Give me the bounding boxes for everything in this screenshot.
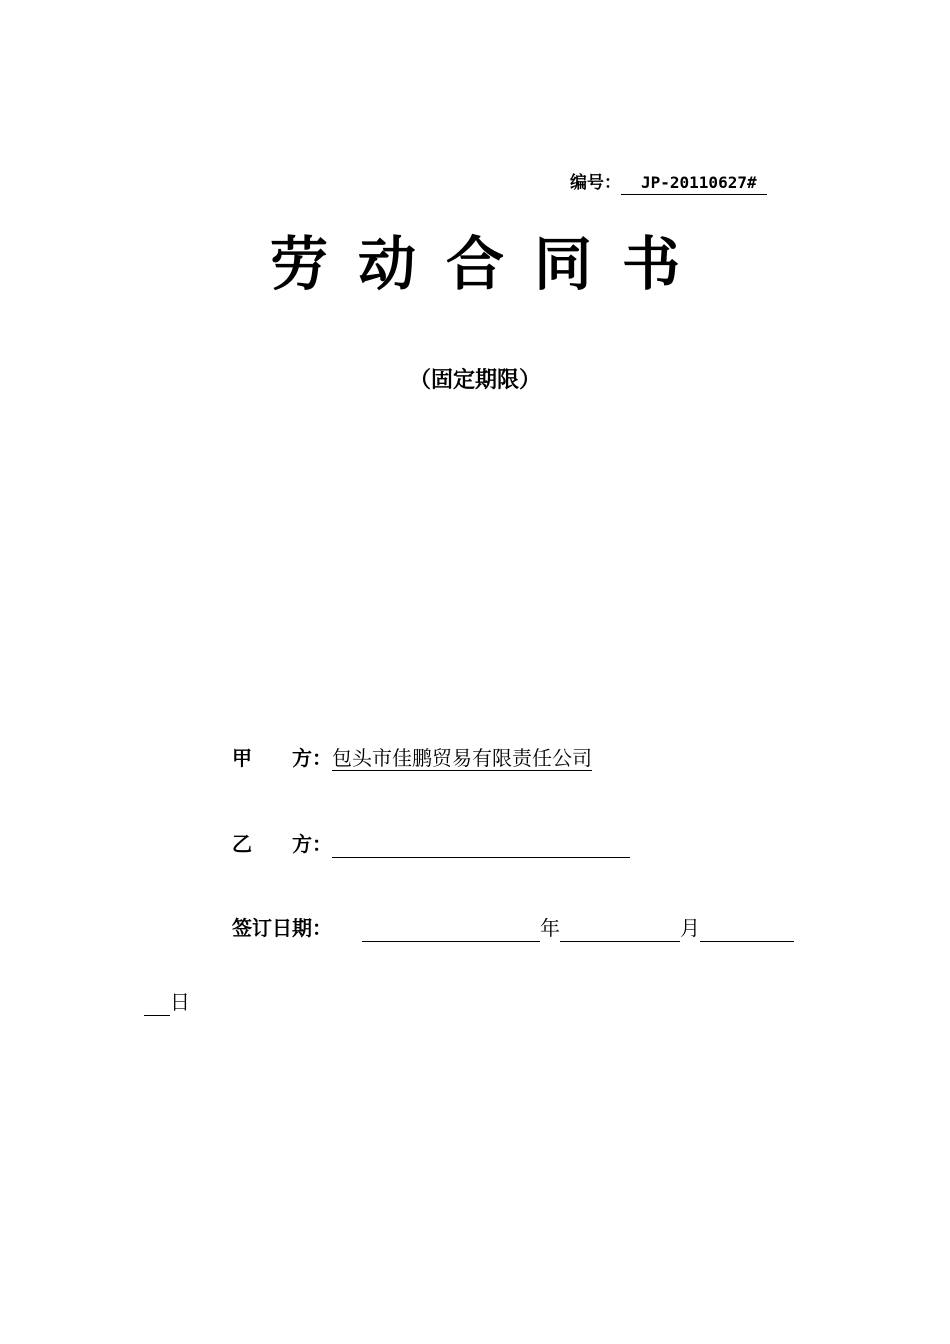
day-unit: 日 [170, 990, 190, 1014]
month-blank[interactable] [560, 921, 680, 942]
day-blank-part1[interactable] [700, 921, 794, 942]
document-title: 劳动合同书 [269, 230, 710, 298]
sign-date-label: 签订日期： [232, 916, 332, 940]
day-blank-part2[interactable] [144, 995, 170, 1016]
party-b-row [232, 830, 630, 858]
party-a-label: 甲 方： [232, 746, 332, 770]
year-unit: 年 [540, 916, 560, 940]
party-b-blank[interactable] [332, 837, 630, 858]
party-a-value: 包头市佳鹏贸易有限责任公司 [332, 746, 592, 770]
sign-day-row [144, 988, 190, 1016]
document-number [570, 168, 767, 195]
document-number-value: JP-20110627# [621, 173, 767, 195]
sign-date-row [232, 914, 794, 942]
document-number-label: 编号： [570, 173, 621, 193]
month-unit: 月 [680, 916, 700, 940]
party-b-label: 乙 方： [232, 832, 332, 856]
party-a-row [232, 744, 592, 772]
year-blank[interactable] [362, 921, 540, 942]
document-subtitle: （固定期限） [408, 368, 541, 393]
